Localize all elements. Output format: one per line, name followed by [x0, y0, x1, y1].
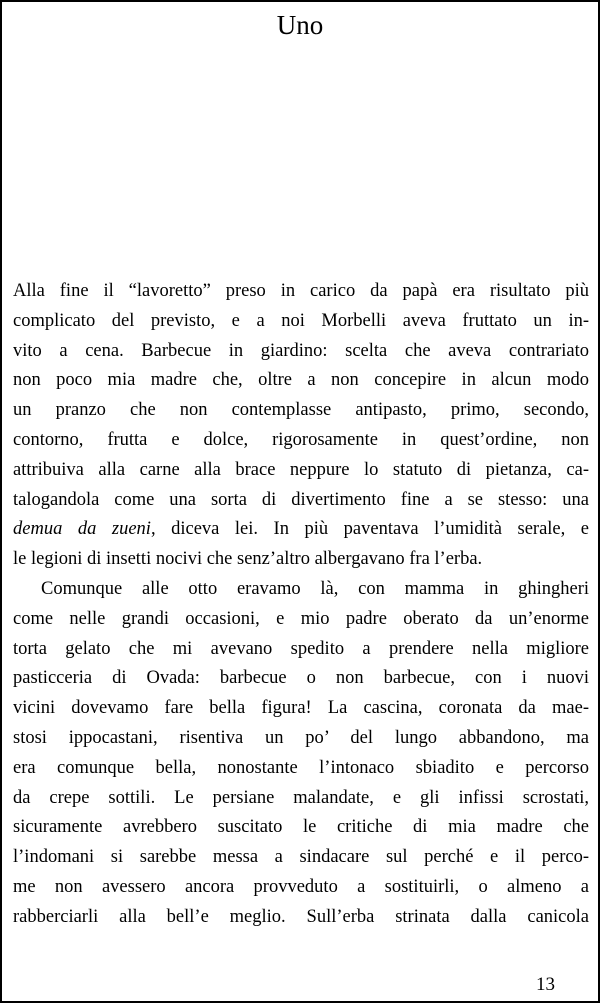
text-line [13, 873, 589, 903]
text-line [13, 396, 589, 426]
text-segment: le legioni di insetti nocivi che senz’altro albergavano fra l’erba. [13, 549, 483, 570]
text-segment: Alla fine il “lavoretto” preso in carico da papà era risultato più [13, 281, 589, 301]
text-segment: come nelle grandi occasioni, e mio padre oberato da un’enorme [13, 608, 589, 629]
text-segment: era comunque bella, nonostante l’intonaco sbiadito e percorso [13, 757, 589, 778]
text-line [13, 456, 589, 486]
text-segment: rabberciarli alla bell’e meglio. Sull’erba strinata dalla canicola [13, 906, 589, 927]
text-segment: attribuiva alla carne alla brace neppure lo statuto di pietanza, ca- [13, 459, 589, 480]
text-segment: , diceva lei. In più paventava l’umidità serale, e [150, 519, 589, 540]
text-line [13, 575, 589, 605]
text-line [13, 843, 589, 873]
text-line [13, 426, 589, 456]
text-segment: non poco mia madre che, oltre a non concepire in alcun modo [13, 370, 589, 391]
text-segment: pasticceria di Ovada: barbecue o non barbecue, con i nuovi [13, 668, 589, 689]
text-segment: sicuramente avrebbero suscitato le critiche di mia madre che [13, 817, 589, 838]
text-line [13, 754, 589, 784]
text-line [13, 337, 589, 367]
text-segment: talogandola come una sorta di divertimento fine a se stesso: una [13, 489, 589, 510]
text-line [13, 545, 589, 575]
body-text [13, 277, 589, 933]
text-segment: stosi ippocastani, risentiva un po’ del lungo abbandono, ma [13, 727, 589, 748]
chapter-title: Uno [276, 10, 324, 40]
text-line [13, 813, 589, 843]
page-number: 13 [536, 974, 555, 995]
text-line [13, 486, 589, 516]
text-line [13, 515, 589, 545]
text-line [13, 784, 589, 814]
text-line [13, 694, 589, 724]
text-line [13, 724, 589, 754]
text-line [13, 635, 589, 665]
text-line [13, 664, 589, 694]
text-segment: contorno, frutta e dolce, rigorosamente in quest’ordine, non [13, 429, 589, 450]
italic-dialect-phrase: demua da zueni [13, 519, 151, 540]
text-segment: Comunque alle otto eravamo là, con mamma in ghingheri [41, 578, 589, 599]
text-segment: l’indomani si sarebbe messa a sindacare sul perché e il perco- [13, 847, 589, 868]
text-segment: me non avessero ancora provveduto a sostituirli, o almeno a [13, 876, 589, 897]
text-line [13, 605, 589, 635]
text-line [13, 277, 589, 307]
text-segment: un pranzo che non contemplasse antipasto, primo, secondo, [13, 400, 589, 421]
text-segment: torta gelato che mi avevano spedito a prendere nella migliore [13, 638, 589, 659]
text-segment: complicato del previsto, e a noi Morbelli aveva fruttato un in- [13, 310, 589, 331]
text-segment: vicini dovevamo fare bella figura! La cascina, coronata da mae- [13, 698, 589, 719]
text-line [13, 903, 589, 933]
text-segment: da crepe sottili. Le persiane malandate, e gli infissi scrostati, [13, 787, 589, 808]
text-line [13, 366, 589, 396]
text-segment: vito a cena. Barbecue in giardino: scelta che aveva contrariato [13, 340, 589, 361]
text-line [13, 307, 589, 337]
